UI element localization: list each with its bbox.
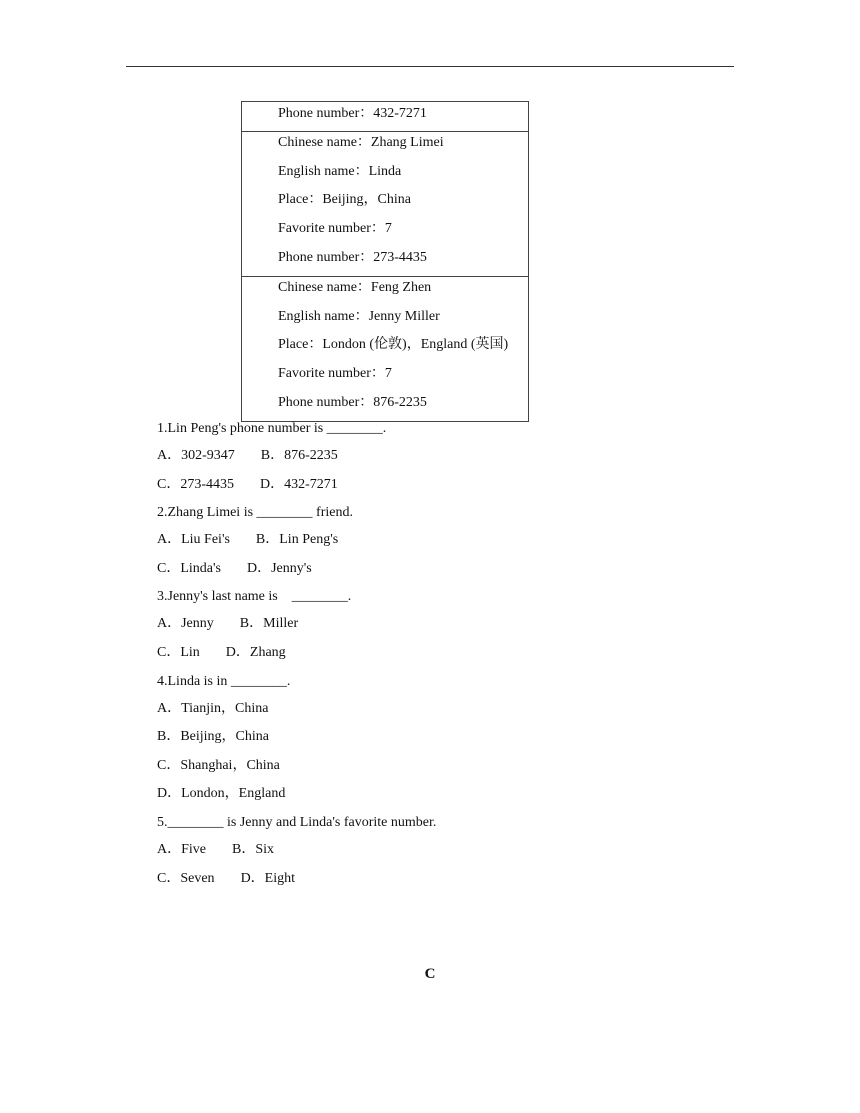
question-1 xyxy=(157,419,717,503)
header-rule xyxy=(126,66,734,67)
option-row xyxy=(157,475,717,504)
option-row xyxy=(157,727,717,756)
option-row xyxy=(157,840,717,869)
table-row xyxy=(242,102,529,132)
section-heading: C xyxy=(424,966,436,982)
table-line: Place：London (伦敦)，England (英国) xyxy=(278,337,509,353)
table-line: Place：Beijing，China xyxy=(278,192,411,208)
option-d[interactable]: D．London，England xyxy=(157,786,286,802)
table-line: Favorite number：7 xyxy=(278,221,392,237)
option-a[interactable]: A．Tianjin，China xyxy=(157,700,269,716)
option-a[interactable]: A．Five xyxy=(157,841,206,857)
option-row xyxy=(157,530,717,559)
option-c[interactable]: C．Seven xyxy=(157,870,215,886)
option-d[interactable]: D．Zhang xyxy=(225,644,286,660)
option-a[interactable]: A．Liu Fei's xyxy=(157,532,230,548)
question-stem: 4.Linda is in ________. xyxy=(157,673,291,689)
option-b[interactable]: B．Beijing，China xyxy=(157,729,269,745)
question-4 xyxy=(157,672,717,813)
option-b[interactable]: B．876-2235 xyxy=(260,448,338,463)
table-line: Phone number：273-4435 xyxy=(278,249,427,265)
option-b[interactable]: B．Six xyxy=(232,841,275,857)
option-d[interactable]: D．Eight xyxy=(240,870,296,886)
option-d[interactable]: D．Jenny's xyxy=(246,560,312,576)
question-stem: 2.Zhang Limei is ________ friend. xyxy=(157,505,353,521)
table-cell xyxy=(242,131,529,276)
option-a[interactable]: A．Jenny xyxy=(157,616,214,632)
table-cell xyxy=(242,276,529,421)
option-b[interactable]: B．Miller xyxy=(239,616,299,632)
option-row xyxy=(157,446,717,475)
option-a[interactable]: A．302-9347 xyxy=(157,448,235,463)
option-c[interactable]: C．Lin xyxy=(157,644,200,660)
option-row xyxy=(157,699,717,728)
option-row xyxy=(157,559,717,588)
option-row xyxy=(157,614,717,643)
table-line: Chinese name：Zhang Limei xyxy=(278,134,444,150)
table-line: Favorite number：7 xyxy=(278,366,392,382)
table-line: Chinese name：Feng Zhen xyxy=(278,279,432,295)
question-2 xyxy=(157,503,717,587)
table-cell xyxy=(242,102,529,132)
question-5 xyxy=(157,813,717,897)
table-line: Phone number：876-2235 xyxy=(278,394,427,410)
table-line: Phone number：432-7271 xyxy=(278,106,427,121)
option-row xyxy=(157,756,717,785)
table-line: English name：Jenny Miller xyxy=(278,308,440,324)
option-c[interactable]: C．Linda's xyxy=(157,560,221,576)
option-b[interactable]: B．Lin Peng's xyxy=(255,532,339,548)
table-row xyxy=(242,131,529,276)
question-list xyxy=(157,419,717,897)
question-stem: 5.________ is Jenny and Linda's favorite number. xyxy=(157,814,437,830)
table-line: English name：Linda xyxy=(278,163,402,179)
option-row xyxy=(157,643,717,672)
option-d[interactable]: D．432-7271 xyxy=(260,476,338,492)
table-row xyxy=(242,276,529,421)
option-row xyxy=(157,784,717,813)
info-table xyxy=(241,101,529,422)
question-3 xyxy=(157,587,717,671)
option-c[interactable]: C．273-4435 xyxy=(157,476,234,492)
option-row xyxy=(157,869,717,898)
question-stem: 3.Jenny's last name is ________. xyxy=(157,589,352,605)
question-stem: 1.Lin Peng's phone number is ________. xyxy=(157,421,387,436)
option-c[interactable]: C．Shanghai，China xyxy=(157,757,280,773)
